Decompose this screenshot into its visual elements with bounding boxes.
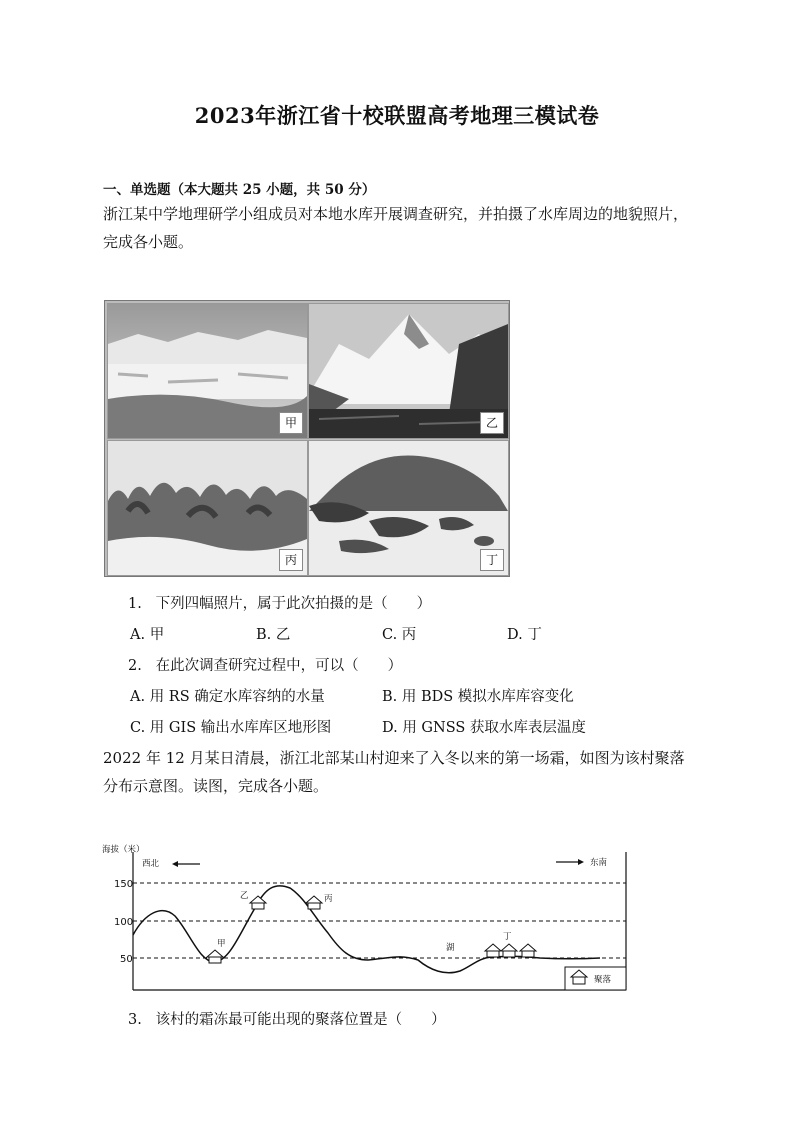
photo-label: 丙 <box>279 549 303 571</box>
tick-label: 150 <box>114 879 134 890</box>
settlement-label-ding: 丁 <box>503 932 512 942</box>
section-heading: 一、单选题（本大题共 25 小题，共 50 分） <box>103 182 376 198</box>
lake-label: 湖 <box>446 943 455 953</box>
direction-west-label: 西北 <box>142 859 160 869</box>
page-title: 2023年浙江省十校联盟高考地理三模试卷 <box>194 103 600 128</box>
settlement-label-yi: 乙 <box>240 891 249 901</box>
question-number: 1. <box>128 596 142 612</box>
photo-yi <box>308 303 509 439</box>
settlement-bing-icon <box>306 896 322 909</box>
photo-label: 甲 <box>279 412 303 434</box>
legend-label: 聚落 <box>594 975 612 985</box>
question-2 <box>128 654 402 675</box>
q1-option-d[interactable]: D. 丁 <box>507 627 542 643</box>
y-axis-label: 海拔（米） <box>102 845 145 855</box>
photo-label: 乙 <box>480 412 504 434</box>
tick-label: 50 <box>120 954 133 965</box>
settlement-label-bing: 丙 <box>324 894 333 904</box>
q1-option-c[interactable]: C. 丙 <box>382 627 417 643</box>
q1-option-b[interactable]: B. 乙 <box>256 627 291 643</box>
question-stem: 该村的霜冻最可能出现的聚落位置是（ ） <box>155 1012 446 1028</box>
q2-option-c[interactable]: C. 用 GIS 输出水库库区地形图 <box>130 720 332 736</box>
q2-option-d[interactable]: D. 用 GNSS 获取水库表层温度 <box>382 720 586 736</box>
terrain-profile-line <box>133 886 600 973</box>
settlement-profile-diagram <box>100 838 635 998</box>
settlement-jia-icon <box>207 950 223 963</box>
settlement-ding-icon <box>485 944 536 957</box>
question-number: 2. <box>128 658 142 674</box>
intro-paragraph-2: 2022 年 12 月某日清晨，浙江北部某山村迎来了入冬以来的第一场霜，如图为该村聚落分布示意图。读图，完成各小题。 <box>103 749 685 795</box>
east-arrow-head <box>578 859 584 865</box>
q2-option-b[interactable]: B. 用 BDS 模拟水库库容变化 <box>382 689 574 705</box>
question-1 <box>128 592 431 613</box>
question-number: 3. <box>128 1012 142 1028</box>
intro-paragraph-1: 浙江某中学地理研学小组成员对本地水库开展调查研究，并拍摄了水库周边的地貌照片，完成各小题。 <box>103 205 689 251</box>
direction-east-label: 东南 <box>590 858 608 868</box>
question-stem: 在此次调查研究过程中，可以（ ） <box>155 658 403 674</box>
west-arrow-head <box>172 861 178 867</box>
settlement-label-jia: 甲 <box>217 939 226 949</box>
tick-label: 100 <box>114 917 134 928</box>
photo-label: 丁 <box>480 549 504 571</box>
q1-option-a[interactable]: A. 甲 <box>130 627 165 643</box>
photo-ding <box>308 440 509 576</box>
landform-photo-grid <box>104 300 510 577</box>
photo-bing <box>107 440 308 576</box>
question-stem: 下列四幅照片，属于此次拍摄的是（ ） <box>155 596 432 612</box>
photo-jia <box>107 303 308 439</box>
settlement-yi-icon <box>250 896 266 909</box>
q2-option-a[interactable]: A. 用 RS 确定水库容纳的水量 <box>130 689 325 705</box>
question-3 <box>128 1008 446 1029</box>
